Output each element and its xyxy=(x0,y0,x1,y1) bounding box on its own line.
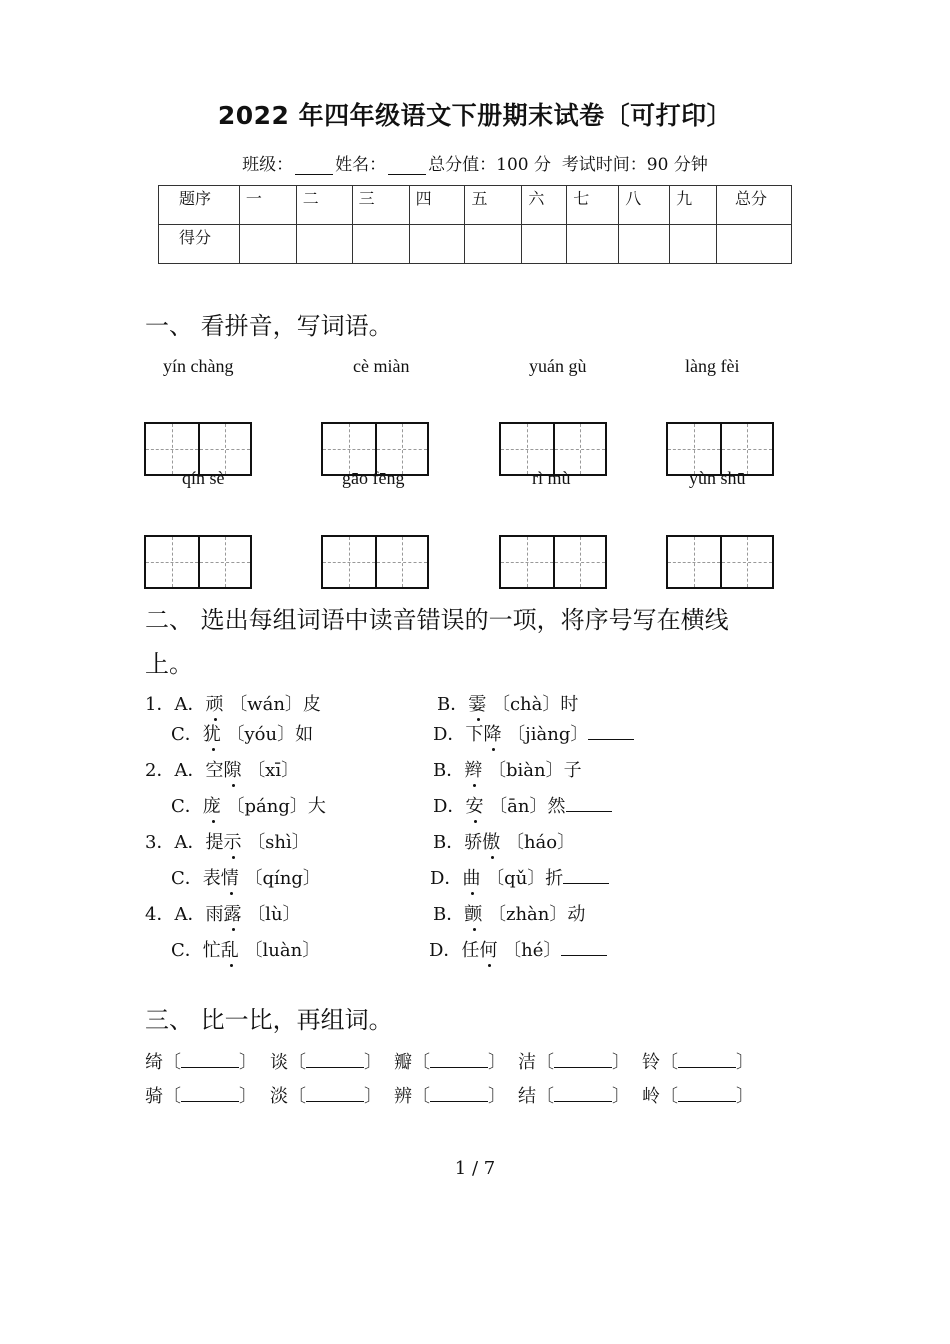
dotted-char: 降 xyxy=(483,724,502,745)
compare-item: 结〔 〕 xyxy=(518,1086,630,1107)
score-header-cell: 四 xyxy=(409,186,465,225)
option-a: 4．A．雨露 〔lù〕 xyxy=(145,904,301,925)
option-d: D．安 〔ān〕然 xyxy=(433,792,612,818)
grid-cell[interactable] xyxy=(146,424,198,474)
grid-cell[interactable] xyxy=(198,424,250,474)
dotted-char: 安 xyxy=(465,796,484,817)
answer-blank[interactable] xyxy=(563,867,609,884)
option-d: D．下降 〔jiàng〕 xyxy=(433,720,634,746)
answer-blank[interactable] xyxy=(561,939,607,956)
answer-blank[interactable] xyxy=(430,1053,488,1068)
pinyin-label: rì mù xyxy=(532,468,571,488)
dotted-char: 乱 xyxy=(220,940,239,961)
grid-cell[interactable] xyxy=(668,424,720,474)
class-blank[interactable] xyxy=(295,156,333,175)
answer-blank[interactable] xyxy=(566,795,612,812)
grid-cell[interactable] xyxy=(668,537,720,587)
dotted-char: 傲 xyxy=(482,832,501,853)
option-c: C．表情 〔qíng〕 xyxy=(171,868,321,889)
dotted-char: 犹 xyxy=(202,724,221,745)
compare-item: 骑〔 〕 xyxy=(145,1086,257,1107)
score-header-cell: 六 xyxy=(522,186,567,225)
dotted-char: 辫 xyxy=(464,760,483,781)
option-a: 1．A．顽 〔wán〕皮 xyxy=(145,694,321,715)
writing-grid[interactable] xyxy=(144,535,252,589)
dotted-char: 颤 xyxy=(464,904,483,925)
compare-item: 谈〔 〕 xyxy=(270,1052,382,1073)
score-header-cell: 八 xyxy=(619,186,670,225)
pinyin-label: cè miàn xyxy=(353,356,410,376)
score-header-cell: 九 xyxy=(670,186,717,225)
option-c: C．忙乱 〔luàn〕 xyxy=(171,940,321,961)
option-b: B．颤 〔zhàn〕动 xyxy=(433,904,586,925)
pinyin-label: gāo fēng xyxy=(342,468,405,488)
compare-item: 绮〔 〕 xyxy=(145,1052,257,1073)
grid-cell[interactable] xyxy=(553,424,605,474)
answer-blank[interactable] xyxy=(181,1053,239,1068)
exam-time-label: 考试时间：90 分钟 xyxy=(561,155,708,175)
option-d: D．任何 〔hé〕 xyxy=(429,936,607,962)
section2-title: 二、 选出每组词语中读音错误的一项，将序号写在横线 xyxy=(145,606,729,634)
pinyin-label: yùn shū xyxy=(689,468,746,488)
compare-item: 洁〔 〕 xyxy=(518,1052,630,1073)
dotted-char: 何 xyxy=(479,940,498,961)
total-score-label: 总分值：100 分 xyxy=(428,155,551,175)
dotted-char: 情 xyxy=(220,868,239,889)
name-blank[interactable] xyxy=(388,156,426,175)
dotted-char: 霎 xyxy=(468,694,487,715)
score-header-cell: 一 xyxy=(239,186,296,225)
score-value-row xyxy=(159,225,792,264)
answer-blank[interactable] xyxy=(678,1087,736,1102)
option-b: B．辫 〔biàn〕子 xyxy=(433,760,582,781)
dotted-char: 曲 xyxy=(462,868,481,889)
compare-item: 辨〔 〕 xyxy=(394,1086,506,1107)
pinyin-label: qín sè xyxy=(182,468,225,488)
compare-item: 铃〔 〕 xyxy=(642,1052,754,1073)
grid-cell[interactable] xyxy=(720,424,772,474)
grid-cell[interactable] xyxy=(323,537,375,587)
grid-cell[interactable] xyxy=(720,537,772,587)
grid-cell[interactable] xyxy=(146,537,198,587)
answer-blank[interactable] xyxy=(306,1087,364,1102)
grid-cell[interactable] xyxy=(501,424,553,474)
score-cell[interactable] xyxy=(717,225,792,264)
score-header-cell: 三 xyxy=(352,186,409,225)
page-number: 1 / 7 xyxy=(454,1158,496,1179)
section3-title: 三、 比一比，再组词。 xyxy=(145,1006,393,1034)
answer-blank[interactable] xyxy=(430,1087,488,1102)
compare-item: 瓣〔 〕 xyxy=(394,1052,506,1073)
answer-blank[interactable] xyxy=(678,1053,736,1068)
section1-title: 一、 看拼音，写词语。 xyxy=(145,312,393,340)
option-a: 2．A．空隙 〔xī〕 xyxy=(145,760,300,781)
pinyin-label: làng fèi xyxy=(685,356,740,376)
name-label: 姓名： xyxy=(335,155,387,175)
answer-blank[interactable] xyxy=(181,1087,239,1102)
score-cell[interactable] xyxy=(619,225,670,264)
score-cell[interactable] xyxy=(522,225,567,264)
section2-title-cont: 上。 xyxy=(145,650,193,678)
dotted-char: 隙 xyxy=(223,760,242,781)
score-cell[interactable] xyxy=(296,225,352,264)
compare-item: 淡〔 〕 xyxy=(270,1086,382,1107)
option-c: C．庞 〔páng〕大 xyxy=(171,796,326,817)
grid-cell[interactable] xyxy=(501,537,553,587)
class-label: 班级： xyxy=(242,155,294,175)
score-table xyxy=(158,185,792,264)
option-a: 3．A．提示 〔shì〕 xyxy=(145,832,310,853)
writing-grid[interactable] xyxy=(321,535,429,589)
exam-info xyxy=(0,150,950,175)
dotted-char: 顽 xyxy=(205,694,224,715)
option-b: B．霎 〔chà〕时 xyxy=(437,694,579,715)
pinyin-label: yuán gù xyxy=(529,356,587,376)
writing-grid[interactable] xyxy=(499,535,607,589)
writing-grid[interactable] xyxy=(666,535,774,589)
score-header-cell: 七 xyxy=(567,186,619,225)
score-cell[interactable] xyxy=(567,225,619,264)
score-cell[interactable] xyxy=(352,225,409,264)
answer-blank[interactable] xyxy=(554,1053,612,1068)
grid-cell[interactable] xyxy=(198,537,250,587)
score-header-cell: 五 xyxy=(465,186,522,225)
dotted-char: 示 xyxy=(223,832,242,853)
score-header-cell: 总分 xyxy=(717,186,792,225)
dotted-char: 露 xyxy=(223,904,242,925)
option-d: D．曲 〔qǔ〕折 xyxy=(430,864,609,890)
grid-cell[interactable] xyxy=(375,424,427,474)
score-cell[interactable] xyxy=(239,225,296,264)
score-header-cell: 二 xyxy=(296,186,352,225)
score-header-row xyxy=(159,186,792,225)
score-header-cell: 题序 xyxy=(159,186,240,225)
compare-item: 岭〔 〕 xyxy=(642,1086,754,1107)
page-title: 2022 年四年级语文下册期末试卷〔可打印〕 xyxy=(217,101,733,130)
answer-blank[interactable] xyxy=(588,723,634,740)
dotted-char: 庞 xyxy=(202,796,221,817)
grid-cell[interactable] xyxy=(323,424,375,474)
option-c: C．犹 〔yóu〕如 xyxy=(171,724,314,745)
answer-blank[interactable] xyxy=(306,1053,364,1068)
grid-cell[interactable] xyxy=(375,537,427,587)
option-b: B．骄傲 〔háo〕 xyxy=(433,832,576,853)
score-row-label: 得分 xyxy=(159,225,240,264)
pinyin-label: yín chàng xyxy=(163,356,234,376)
grid-cell[interactable] xyxy=(553,537,605,587)
score-cell[interactable] xyxy=(465,225,522,264)
score-cell[interactable] xyxy=(670,225,717,264)
answer-blank[interactable] xyxy=(554,1087,612,1102)
score-cell[interactable] xyxy=(409,225,465,264)
